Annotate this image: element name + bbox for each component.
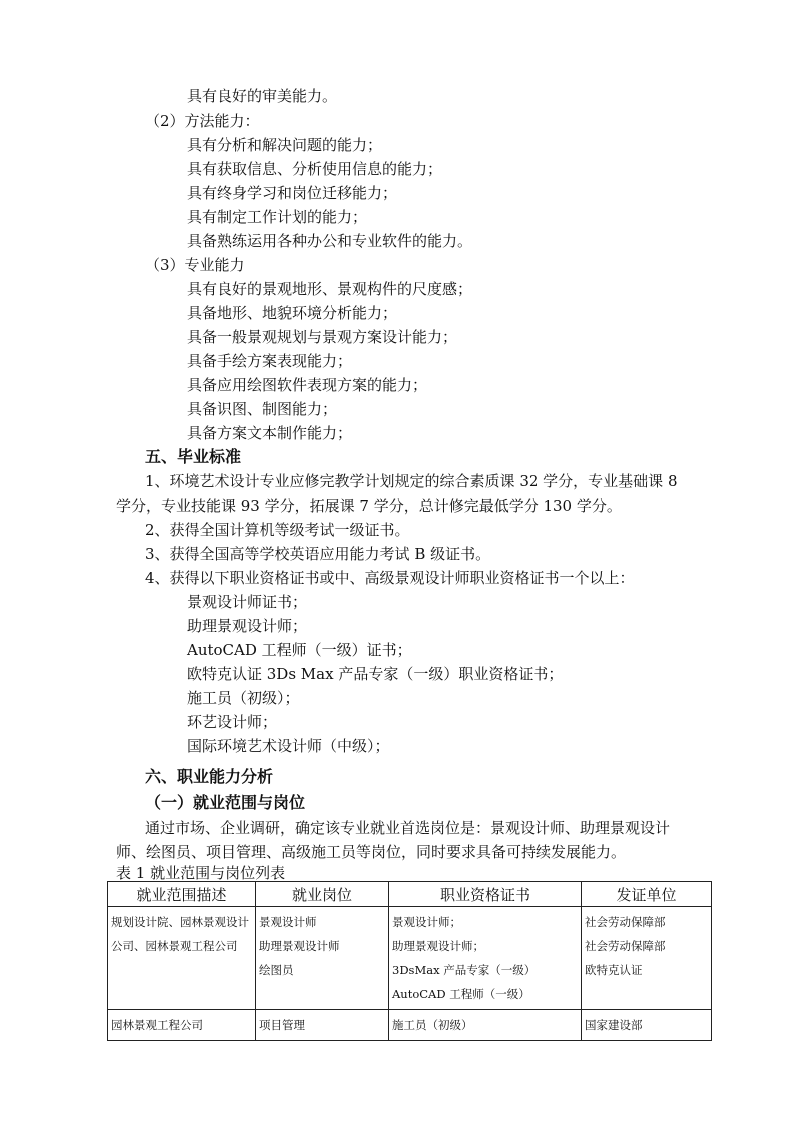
- cell-text: 景观设计师: [259, 915, 317, 929]
- table-cell-post: [256, 1010, 389, 1041]
- employment-table: [107, 881, 712, 1041]
- ability-line: 具有分析和解决问题的能力；: [187, 136, 383, 154]
- table-header-cell: 就业岗位: [256, 882, 389, 907]
- table-cell-post: [256, 907, 389, 1010]
- ability-line: 具备一般景观规划与景观方案设计能力；: [187, 328, 458, 346]
- cell-text: 社会劳动保障部: [585, 939, 666, 953]
- paragraph-line: 师、绘图员、项目管理、高级施工员等岗位，同时要求具备可持续发展能力。: [116, 843, 627, 861]
- table-cell-issuer: [582, 907, 712, 1010]
- cert-line: AutoCAD 工程师（一级）证书；: [187, 641, 412, 659]
- table-caption: 表 1 就业范围与岗位列表: [116, 864, 286, 882]
- cert-line: 景观设计师证书；: [187, 593, 308, 611]
- table-header-row: [108, 882, 712, 907]
- paragraph-line: 4、获得以下职业资格证书或中、高级景观设计师职业资格证书一个以上：: [145, 569, 635, 587]
- cell-text: 规划设计院、园林景观设计公司、园林景观工程公司: [111, 915, 249, 953]
- cell-text: 3DsMax 产品专家（一级）: [392, 963, 536, 977]
- ability-line: 具备识图、制图能力；: [187, 400, 338, 418]
- cell-text: 绘图员: [259, 963, 294, 977]
- section-heading-graduation: 五、毕业标准: [145, 447, 242, 466]
- ability-line: 具备应用绘图软件表现方案的能力；: [187, 376, 428, 394]
- ability-line: 具备熟练运用各种办公和专业软件的能力。: [187, 232, 473, 250]
- cell-text: 欧特克认证: [585, 963, 643, 977]
- cell-text: 园林景观工程公司: [111, 1018, 203, 1032]
- paragraph-line: 学分，专业技能课 93 学分，拓展课 7 学分，总计修完最低学分 130 学分。: [116, 497, 622, 515]
- table-cell-cert: [389, 907, 582, 1010]
- table-header-cell: 职业资格证书: [389, 882, 582, 907]
- cell-text: 社会劳动保障部: [585, 915, 666, 929]
- ability-line: 具有良好的景观地形、景观构件的尺度感；: [187, 280, 473, 298]
- cert-line: 助理景观设计师；: [187, 617, 308, 635]
- paragraph-line: 2、获得全国计算机等级考试一级证书。: [145, 521, 410, 539]
- ability-line: 具有制定工作计划的能力；: [187, 208, 368, 226]
- method-ability-heading: （2）方法能力：: [145, 112, 260, 130]
- table-row: [108, 1010, 712, 1041]
- cell-text: 景观设计师；: [392, 915, 461, 929]
- section-heading-career: 六、职业能力分析: [145, 767, 274, 786]
- ability-line: 具有获取信息、分析使用信息的能力；: [187, 160, 443, 178]
- table-cell-scope: [108, 907, 256, 1010]
- table-cell-scope: [108, 1010, 256, 1041]
- cell-text: AutoCAD 工程师（一级）: [392, 987, 530, 1001]
- professional-ability-heading: （3）专业能力: [145, 256, 245, 274]
- table-cell-issuer: [582, 1010, 712, 1041]
- table-header-cell: 发证单位: [582, 882, 712, 907]
- cert-line: 环艺设计师；: [187, 713, 278, 731]
- cell-text: 助理景观设计师: [259, 939, 340, 953]
- ability-line: 具备地形、地貌环境分析能力；: [187, 304, 398, 322]
- cell-text: 施工员（初级）: [392, 1018, 473, 1032]
- subsection-heading: （一）就业范围与岗位: [145, 793, 306, 812]
- cell-text: 项目管理: [259, 1018, 305, 1032]
- ability-line: 具有良好的审美能力。: [187, 87, 338, 105]
- table-row: [108, 907, 712, 1010]
- cell-text: 国家建设部: [585, 1018, 643, 1032]
- paragraph-line: 1、环境艺术设计专业应修完教学计划规定的综合素质课 32 学分，专业基础课 8: [145, 472, 678, 490]
- table-header-cell: 就业范围描述: [108, 882, 256, 907]
- cell-text: 助理景观设计师；: [392, 939, 484, 953]
- cert-line: 施工员（初级）；: [187, 689, 300, 707]
- ability-line: 具备方案文本制作能力；: [187, 424, 353, 442]
- paragraph-line: 通过市场、企业调研，确定该专业就业首选岗位是：景观设计师、助理景观设计: [145, 819, 671, 837]
- table-cell-cert: [389, 1010, 582, 1041]
- cert-line: 欧特克认证 3Ds Max 产品专家（一级）职业资格证书；: [187, 665, 564, 683]
- ability-line: 具有终身学习和岗位迁移能力；: [187, 184, 398, 202]
- paragraph-line: 3、获得全国高等学校英语应用能力考试 B 级证书。: [145, 545, 491, 563]
- cert-line: 国际环境艺术设计师（中级）；: [187, 737, 390, 755]
- ability-line: 具备手绘方案表现能力；: [187, 352, 353, 370]
